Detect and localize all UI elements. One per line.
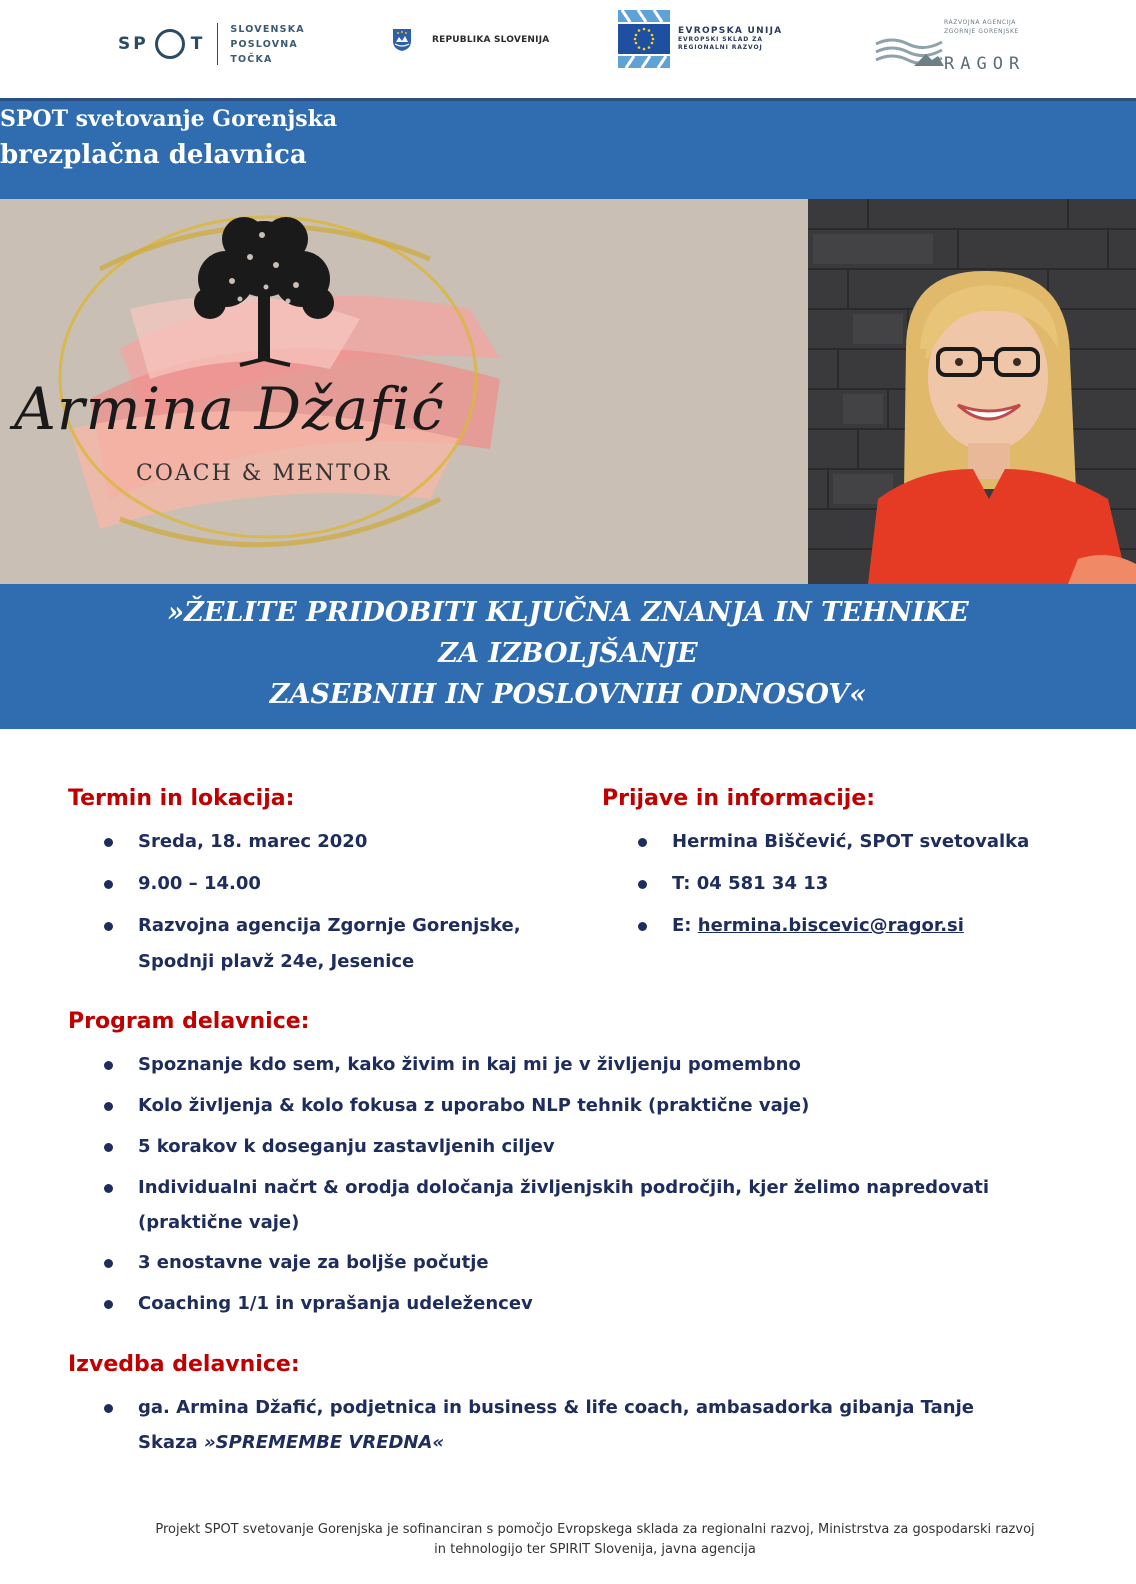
program-item <box>104 1245 989 1281</box>
email-prefix: E: <box>672 915 698 936</box>
ragor-caption-line: RAZVOJNA AGENCIJA <box>944 19 1016 26</box>
spot-word-right: T <box>190 34 206 54</box>
bullet-icon <box>104 838 113 847</box>
eu-logo <box>618 10 783 68</box>
spot-word-left: SP <box>118 34 149 54</box>
prijave-contact <box>638 824 1029 860</box>
program-item <box>104 1170 989 1240</box>
spot-wordmark <box>118 29 205 59</box>
republika-slovenija-text: REPUBLIKA SLOVENIJA <box>432 35 550 45</box>
bullet-icon <box>104 1102 113 1111</box>
izvedba-heading: Izvedba delavnice: <box>68 1352 300 1377</box>
prijave-heading: Prijave in informacije: <box>602 786 876 811</box>
program-item <box>104 1088 989 1124</box>
izvedba-line: ga. Armina Džafić, podjetnica in business & life coach, ambasadorka gibanja Tanje <box>138 1397 974 1418</box>
izvedba-line-prefix: Skaza <box>138 1432 204 1453</box>
termin-time <box>104 866 521 902</box>
logo-strip <box>0 0 1136 100</box>
spot-caption-line: TOČKA <box>230 53 273 65</box>
ragor-caption <box>944 18 1019 36</box>
slogan-line: »ŽELITE PRIDOBITI KLJUČNA ZNANJA IN TEHNIKE <box>167 597 969 628</box>
bullet-icon <box>104 1143 113 1152</box>
termin-location-line: Razvojna agencija Zgornje Gorenjske, <box>138 915 521 936</box>
bullet-icon <box>638 922 647 931</box>
coach-portrait-image <box>808 199 1136 584</box>
bullet-icon <box>104 880 113 889</box>
coach-photo <box>808 199 1136 584</box>
eu-flag-icon <box>618 10 670 68</box>
ragor-wordmark: RAGOR <box>944 54 1026 74</box>
program-item <box>104 1047 989 1083</box>
program-heading: Program delavnice: <box>68 1009 310 1034</box>
spremembe-vredna-text: »SPREMEMBE VREDNA« <box>203 1432 445 1453</box>
bullet-icon <box>104 1061 113 1070</box>
termin-location-line: Spodnji plavž 24e, Jesenice <box>138 951 415 972</box>
termin-date <box>104 824 521 860</box>
header-subtitle: SPOT svetovanje Gorenjska <box>0 106 338 132</box>
eu-caption <box>678 26 783 52</box>
program-list <box>104 1047 989 1322</box>
spot-caption <box>230 22 305 67</box>
program-item-text: 3 enostavne vaje za boljše počutje <box>138 1252 489 1273</box>
spot-ring-icon <box>155 29 185 59</box>
program-item-text: (praktične vaje) <box>138 1212 300 1233</box>
coach-logo-panel <box>0 199 808 584</box>
spot-caption-line: POSLOVNA <box>230 38 298 50</box>
program-item-text: Coaching 1/1 in vprašanja udeležencev <box>138 1293 533 1314</box>
spot-divider <box>217 23 218 65</box>
slovenia-crest-icon <box>392 28 412 52</box>
prijave-list <box>638 824 1029 944</box>
email-link[interactable]: hermina.biscevic@ragor.si <box>697 915 964 936</box>
coach-name: Armina Džafić <box>14 375 445 443</box>
termin-date-text: Sreda, 18. marec 2020 <box>138 831 368 852</box>
izvedba-line <box>138 1425 974 1460</box>
prijave-contact-name: Hermina Biščević, SPOT svetovalka <box>672 831 1030 852</box>
bullet-icon <box>104 1184 113 1193</box>
termin-location <box>104 908 521 980</box>
izvedba-list <box>104 1390 974 1460</box>
bullet-icon <box>638 880 647 889</box>
eu-title: EVROPSKA UNIJA <box>678 26 783 36</box>
eu-sub-line: REGIONALNI RAZVOJ <box>678 44 763 51</box>
izvedba-item <box>104 1390 974 1460</box>
prijave-phone <box>638 866 1029 902</box>
republika-slovenija-logo <box>392 28 549 52</box>
spot-caption-line: SLOVENSKA <box>230 23 305 35</box>
slogan-line: ZASEBNIH IN POSLOVNIH ODNOSOV« <box>269 679 867 710</box>
prijave-phone-text: T: 04 581 34 13 <box>672 873 829 894</box>
spot-logo <box>118 20 305 68</box>
program-item <box>104 1286 989 1322</box>
ragor-mountain-icon <box>874 32 944 72</box>
program-item-text: 5 korakov k doseganju zastavljenih ciljev <box>138 1136 555 1157</box>
bullet-icon <box>104 1404 113 1413</box>
prijave-email <box>638 908 1029 944</box>
bullet-icon <box>104 1300 113 1309</box>
ragor-caption-line: ZGORNJE GORENJSKE <box>944 28 1019 35</box>
funding-note <box>120 1520 1070 1560</box>
funding-note-line: Projekt SPOT svetovanje Gorenjska je sofinanciran s pomočjo Evropskega sklada za regionalni razvoj, Ministrstva za gospodarski razvoj <box>155 1522 1035 1537</box>
bullet-icon <box>104 1259 113 1268</box>
coach-role: COACH & MENTOR <box>136 461 392 486</box>
bullet-icon <box>104 922 113 931</box>
program-item-text: Individualni načrt & orodja določanja življenjskih področjih, kjer želimo napredovati <box>138 1177 990 1198</box>
eu-sub-line: EVROPSKI SKLAD ZA <box>678 36 763 43</box>
funding-note-line: in tehnologijo ter SPIRIT Slovenija, javna agencija <box>434 1542 756 1557</box>
ragor-logo <box>874 16 1024 78</box>
header-title: brezplačna delavnica <box>0 140 307 170</box>
program-item-text: Spoznanje kdo sem, kako živim in kaj mi je v življenju pomembno <box>138 1054 801 1075</box>
termin-heading: Termin in lokacija: <box>68 786 295 811</box>
termin-list <box>104 824 521 980</box>
termin-time-text: 9.00 – 14.00 <box>138 873 261 894</box>
bullet-icon <box>638 838 647 847</box>
program-item <box>104 1129 989 1165</box>
slogan-line: ZA IZBOLJŠANJE <box>438 638 698 669</box>
program-item-text: Kolo življenja & kolo fokusa z uporabo NLP tehnik (praktične vaje) <box>138 1095 810 1116</box>
